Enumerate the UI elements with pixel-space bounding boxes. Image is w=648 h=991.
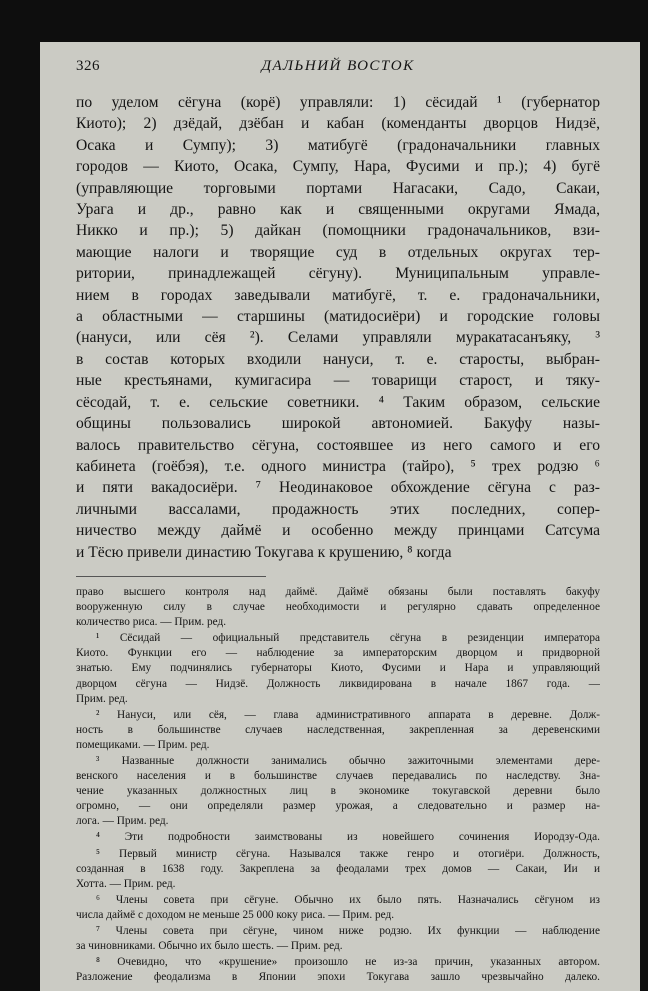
running-title: ДАЛЬНИЙ ВОСТОК (261, 58, 415, 74)
footnote-line: чение указанных должностных лиц в экономике токугавской деревни было (76, 785, 600, 798)
footnote-line: венского населения и в большинстве случаев передавались по наследству. Зна- (76, 770, 600, 783)
footnote-line: Киото. Функции его — наблюдение за императорским дворцом и придворной (76, 647, 600, 660)
text-line: кабинета (гоёбэя), т.е. одного министра (тайро), ⁵ трех родзю ⁶ (76, 457, 600, 475)
footnote-line: ⁵ Первый министр сёгуна. Назывался также генро и отогиёри. Должность, (96, 847, 600, 860)
page-number: 326 (76, 58, 100, 74)
text-line: (нануси, или сёя ²). Селами управляли муракатасанъяку, ³ (76, 329, 600, 347)
footnote-line: вооруженную силу в случае необходимости и регулярно сдавать определенное (76, 601, 600, 614)
text-line: ные крестьянами, кумигасира — товарищи старост, и тяку- (76, 372, 600, 390)
book-page (40, 42, 640, 991)
footnote-line: дворцом сёгуна — Нидзё. Должность ликвидирована в начале 1867 года. — (76, 677, 600, 690)
footnote-line: созданная в 1638 году. Закреплена за феодалами трех домов — Сакаи, Ии и (76, 862, 600, 875)
text-line: ритории, принадлежащей сёгуну). Муниципальным управле- (76, 265, 600, 283)
footnote-line: помещиками. — Прим. ред. (76, 738, 210, 751)
footnote-divider (76, 576, 266, 577)
text-line: и Тёсю привели династию Токугава к крушению, ⁸ когда (76, 543, 452, 561)
footnote-line: ⁷ Члены совета при сёгуне, чином ниже родзю. Их функции — наблюдение (96, 925, 600, 937)
text-line: мающие налоги и творящие суд в отдельных округах тер- (76, 243, 600, 261)
footnote-line: лога. — Прим. ред. (76, 815, 169, 828)
text-line: нием в городах заведывали матибугё, т. е. градоначальники, (76, 286, 600, 304)
footnote-line: Прим. ред. (76, 692, 128, 705)
footnote-line: ³ Названные должности занимались обычно зажиточными элементами дере- (96, 754, 600, 767)
text-line: а областными — старшины (матидосиёри) и городские головы (76, 308, 600, 326)
footnote-line: ⁶ Члены совета при сёгуне. Обычно их было пять. Назначались сёгуном из (96, 893, 600, 906)
text-line: Урага и др., равно как и священными округами Ямада, (76, 201, 600, 219)
footnote-6 (76, 893, 600, 923)
main-text (76, 92, 600, 563)
footnote-8 (76, 955, 600, 985)
text-line: ничество между даймё и особенно между принцами Сатсума (76, 522, 600, 540)
text-line: сёсодай, т. е. сельские советники. ⁴ Таким образом, сельские (76, 393, 600, 411)
footnote-line: ² Нануси, или сёя, — глава административного аппарата в деревне. Долж- (96, 708, 600, 721)
footnote-7 (76, 924, 600, 954)
text-line: в состав которых входили нануси, т. е. старосты, выбран- (76, 350, 600, 368)
text-line: и пяти вакадосиёри. ⁷ Неодинаковое обхождение сёгуна с раз- (76, 479, 600, 497)
text-line: Киото); 2) дзёдай, дзёбан и кабан (коменданты дворцов Нидзё, (76, 115, 600, 133)
footnote-line: право высшего контроля над даймё. Даймё обязаны были поставлять бакуфу (76, 585, 600, 598)
footnote-line: за чиновниками. Обычно их было шесть. — Прим. ред. (76, 940, 343, 953)
footnote-line: Разложение феодализма в Японии эпохи Токугава зашло чрезвычайно далеко. (76, 971, 600, 984)
text-line: Никко и пр.); 5) дайкан (помощники градоначальников, взи- (76, 222, 600, 240)
footnote-line: ность в большинстве случаев наследственная, закрепленная за деревенскими (76, 723, 600, 736)
footnote-5 (76, 847, 600, 892)
footnote-line: числа даймё с доходом не меньше 25 000 коку риса. — Прим. ред. (76, 908, 395, 921)
footnote-continued (76, 585, 600, 630)
text-line: (управляющие торговыми портами Нагасаки, Садо, Сакаи, (76, 179, 600, 197)
footnote-2 (76, 708, 600, 753)
footnote-line: ¹ Сёсидай — официальный представитель сёгуна в резиденции императора (96, 632, 600, 645)
footnote-3 (76, 754, 600, 829)
text-line: Осака и Сумпу); 3) матибугё (градоначальники главных (76, 136, 600, 154)
text-line: общины пользовались широкой автономией. Бакуфу назы- (76, 415, 600, 433)
footnote-line: огромно, — они определяли размер урожая, а следовательно и размер на- (76, 800, 600, 813)
footnotes (76, 585, 600, 985)
text-line: личными вассалами, продажность этих последних, сопер- (76, 500, 600, 518)
footnote-line: ⁸ Очевидно, что «крушение» произошло не из-за причин, указанных автором. (96, 956, 600, 969)
text-line: валось правительство сёгуна, состоявшее из него самого и его (76, 436, 600, 454)
footnote-1 (76, 631, 600, 706)
footnote-4 (76, 830, 600, 845)
text-line: по уделом сёгуна (корё) управляли: 1) сёсидай ¹ (губернатор (76, 94, 600, 111)
page-header (76, 58, 600, 80)
footnote-line: количество риса. — Прим. ред. (76, 616, 227, 629)
footnote-line: ⁴ Эти подробности заимствованы из новейшего сочинения Иородзу-Ода. (96, 831, 600, 844)
footnote-line: Хотта. — Прим. ред. (76, 877, 176, 890)
text-line: городов — Киото, Осака, Сумпу, Нара, Фусими и пр.); 4) бугё (76, 158, 600, 176)
footnote-line: знатью. Ему подчинялись губернаторы Киото, Фусими и Нара и управляющий (76, 662, 600, 675)
